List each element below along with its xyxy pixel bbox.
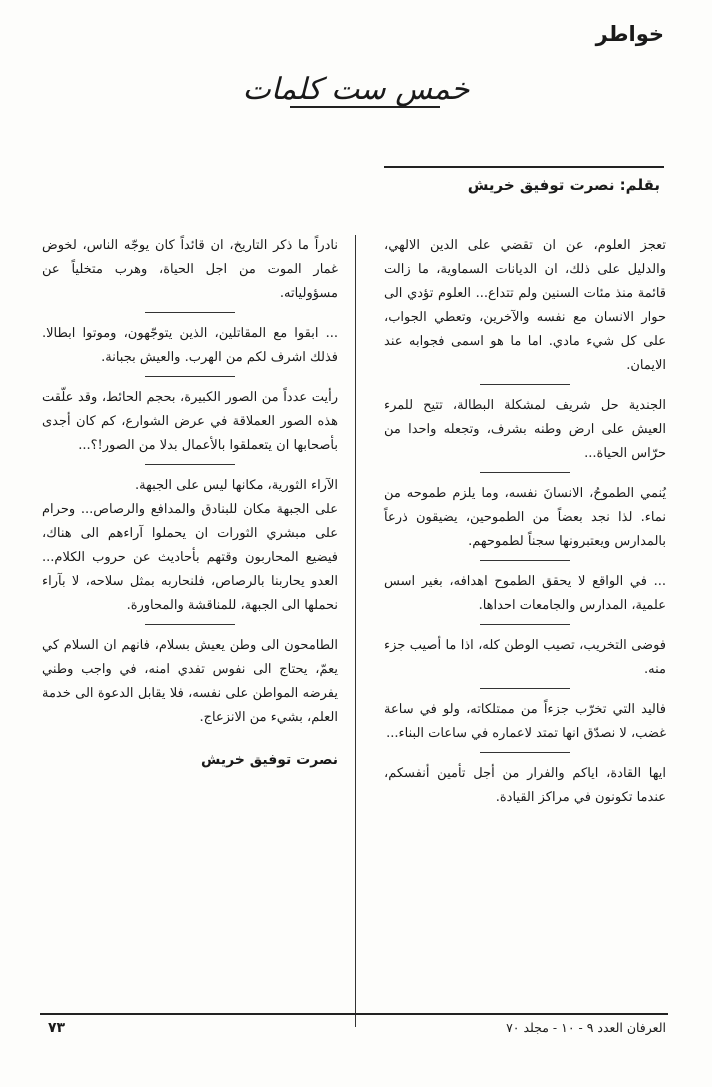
paragraph: ... في الواقع لا يحقق الطموح اهدافه، بغير اسس علمية، المدارس والجامعات احداها.	[384, 574, 666, 613]
title-underline	[290, 106, 440, 108]
paragraph-separator	[384, 618, 666, 634]
author-signature: نصرت توفيق خريش	[201, 752, 338, 768]
article-title: خمس ست كلمات	[242, 72, 470, 107]
paragraph-separator	[384, 746, 666, 762]
page-number: ٧٣	[48, 1020, 66, 1036]
paragraph: رأيت عدداً من الصور الكبيرة، بحجم الحائط، وقد علّقت هذه الصور العملاقة في عرض الشوارع، كم كان أجدى بأصحابها ان يتعملقوا بالأعمال بدلا من الصور!؟...	[42, 390, 338, 453]
paragraph-separator	[384, 378, 666, 394]
paragraph: ايها القادة، اياكم والفرار من أجل تأمين أنفسكم، عندما تكونون في مراكز القيادة.	[384, 766, 666, 805]
paragraph-separator	[384, 554, 666, 570]
section-label: خواطر	[595, 22, 664, 46]
footer-rule	[40, 1013, 668, 1015]
paragraph-separator	[42, 618, 338, 634]
paragraph-separator	[42, 458, 338, 474]
paragraph: تعجز العلوم، عن ان تقضي على الدين الالهي، والدليل على ذلك، ان الديانات السماوية، ما زالت قائمة منذ مئات السنين ولم تتداع... العلوم تؤدي الى حوار الانسان مع نفسه والآخرين، وتعطي الجواب، على كل شيء مادي. اما ما هو اسمى فجوابه عند الايمان.	[384, 238, 666, 373]
paragraph: نادراً ما ذكر التاريخ، ان قائداً كان يوجّه الناس، لخوض غمار الموت من اجل الحياة، وهرب متخلياً عن مسؤولياته.	[42, 238, 338, 301]
paragraph: على الجبهة مكان للبنادق والمدافع والرصاص... وحرام على مبشري الثورات ان يحملوا آراءهم الى هناك، فيضيع المحاربون وقتهم بأحاديث عن حروب الكلام... العدو يحاربنا بالرصاص، فلنحاربه بمثل سلاحه، لا بآراء نحملها الى الجبهة، للمناقشة والمحاورة.	[42, 502, 338, 613]
journal-issue: العرفان العدد ٩ - ١٠ - مجلد ٧٠	[506, 1020, 666, 1035]
paragraph: يُنمي الطموحُ، الانسانَ نفسه، وما يلزم طموحه من نماء. لذا نجد بعضاً من الطموحين، يضيقون ذرعاً بالمدارس ويعتبرونها سجناً لطموحهم.	[384, 486, 666, 549]
paragraph-separator	[42, 370, 338, 386]
paragraph-separator	[384, 682, 666, 698]
left-column	[42, 234, 338, 772]
paragraph: الطامحون الى وطن يعيش بسلام، فانهم ان السلام كي يعمّ، يحتاج الى نفوس تفدي امنه، في واجب وطني يفرضه المواطن على نفسه، فلا يقابل الدعوة الى خدمة العلم، بشيء من الانزعاج.	[42, 638, 338, 725]
paragraph-separator	[42, 306, 338, 322]
right-column	[384, 234, 666, 810]
paragraph: ... ابقوا مع المقاتلين، الذين يتوجّهون، وموتوا ابطالا. فذلك اشرف لكم من الهرب. والعيش بجبانة.	[42, 326, 338, 365]
paragraph: فاليد التي تخرّب جزءاً من ممتلكاته، ولو في ساعة غضب، لا نصدّق انها تمتد لاعماره في ساعات البناء...	[384, 702, 666, 741]
author-byline: بقلم: نصرت توفيق خريش	[467, 176, 660, 194]
column-divider	[355, 235, 356, 1027]
paragraph: فوضى التخريب، تصيب الوطن كله، اذا ما أصيب جزء منه.	[384, 638, 666, 677]
paragraph-separator	[384, 466, 666, 482]
paragraph: الآراء الثورية، مكانها ليس على الجبهة.	[135, 478, 338, 493]
paragraph: الجندية حل شريف لمشكلة البطالة، تتيح للمرء العيش على ارض وطنه بشرف، وتجعله واحدا من حرّاس الحياة...	[384, 398, 666, 461]
byline-rule	[384, 166, 664, 168]
